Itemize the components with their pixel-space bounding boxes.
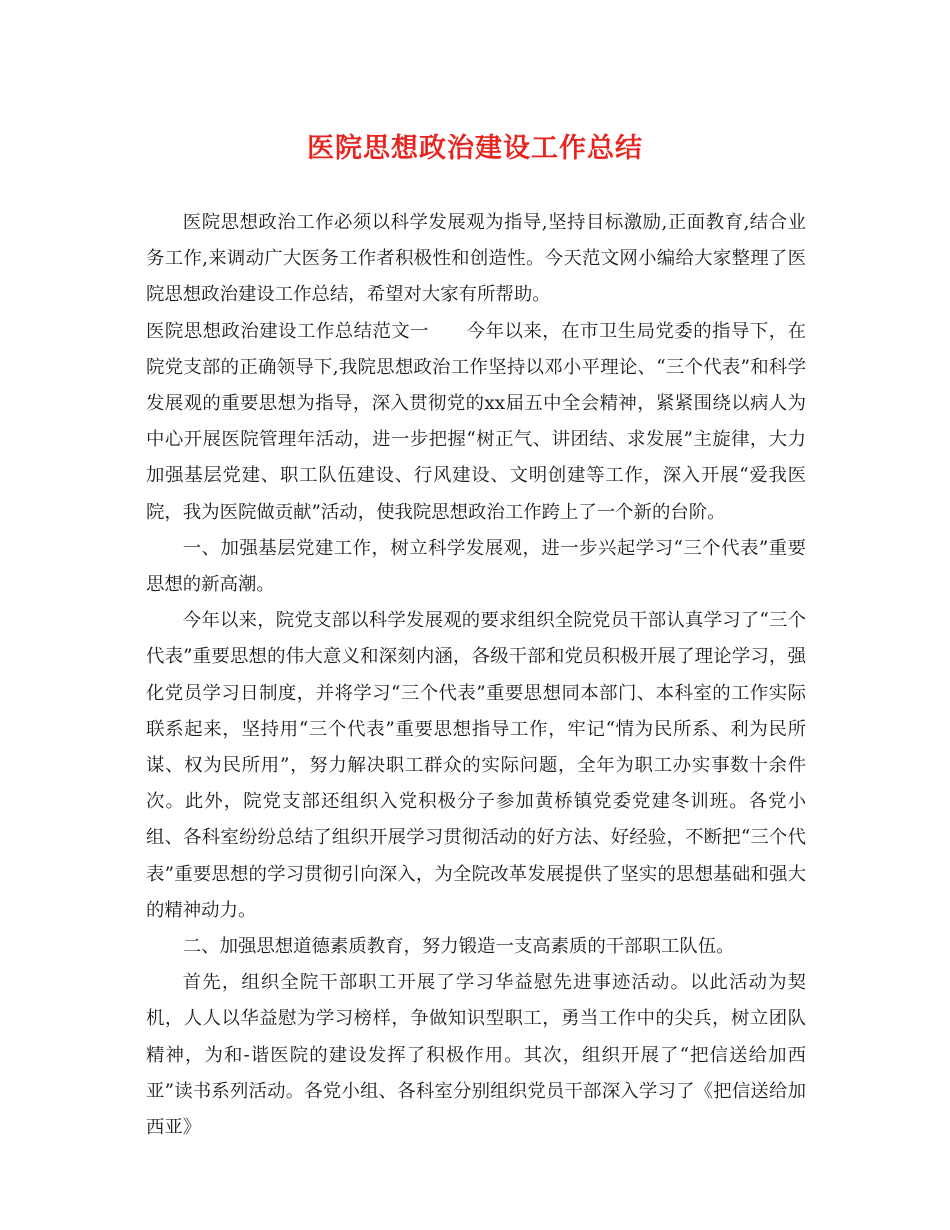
paragraph-section-one-heading: 一、加强基层党建工作，树立科学发展观，进一步兴起学习“三个代表”重要思想的新高潮。 xyxy=(146,537,806,596)
paragraph-sample-one: 医院思想政治建设工作总结范文一 今年以来，在市卫生局党委的指导下，在院党支部的正确领导下,我院思想政治工作坚持以邓小平理论、“三个代表”和科学发展观的重要思想为指导，深入贯彻党的xx届五中全会精神，紧紧围绕以病人为中心开展医院管理年活动，进一步把握“树正气、讲团结、求发展”主旋律，大力加强基层党建、职工队伍建设、行风建设、文明创建等工作，深入开展“爱我医院，我为医院做贡献”活动，使我院思想政治工作跨上了一个新的台阶。 xyxy=(146,320,806,523)
paragraph-section-two-heading: 二、加强思想道德素质教育，努力锻造一支高素质的干部职工队伍。 xyxy=(182,936,735,958)
paragraph-section-one-body: 今年以来，院党支部以科学发展观的要求组织全院党员干部认真学习了“三个代表”重要思想的伟大意义和深刻内涵，各级干部和党员积极开展了理论学习，强化党员学习日制度，并将学习“三个代表”重要思想同本部门、本科室的工作实际联系起来，坚持用“三个代表”重要思想指导工作，牢记“情为民所系、利为民所谋、权为民所用”，努力解决职工群众的实际问题，全年为职工办实事数十余件次。此外，院党支部还组织入党积极分子参加黄桥镇党委党建冬训班。各党小组、各科室纷纷总结了组织开展学习贯彻活动的好方法、好经验，不断把“三个代表”重要思想的学习贯彻引向深入，为全院改革发展提供了坚实的思想基础和强大的精神动力。 xyxy=(146,610,806,921)
document-body xyxy=(146,205,806,1146)
document-title: 医院思想政治建设工作总结 xyxy=(307,133,643,164)
paragraph-section-two-body: 首先，组织全院干部职工开展了学习华益慰先进事迹活动。以此活动为契机，人人以华益慰为学习榜样，争做知识型职工，勇当工作中的尖兵，树立团队精神，为和-谐医院的建设发挥了积极作用。其次，组织开展了“把信送给加西亚”读书系列活动。各党小组、各科室分别组织党员干部深入学习了《把信送给加西亚》 xyxy=(146,972,806,1139)
paragraph-intro: 医院思想政治工作必须以科学发展观为指导,坚持目标激励,正面教育,结合业务工作,来调动广大医务工作者积极性和创造性。今天范文网小编给大家整理了医院思想政治建设工作总结，希望对大家有所帮助。 xyxy=(146,212,806,306)
